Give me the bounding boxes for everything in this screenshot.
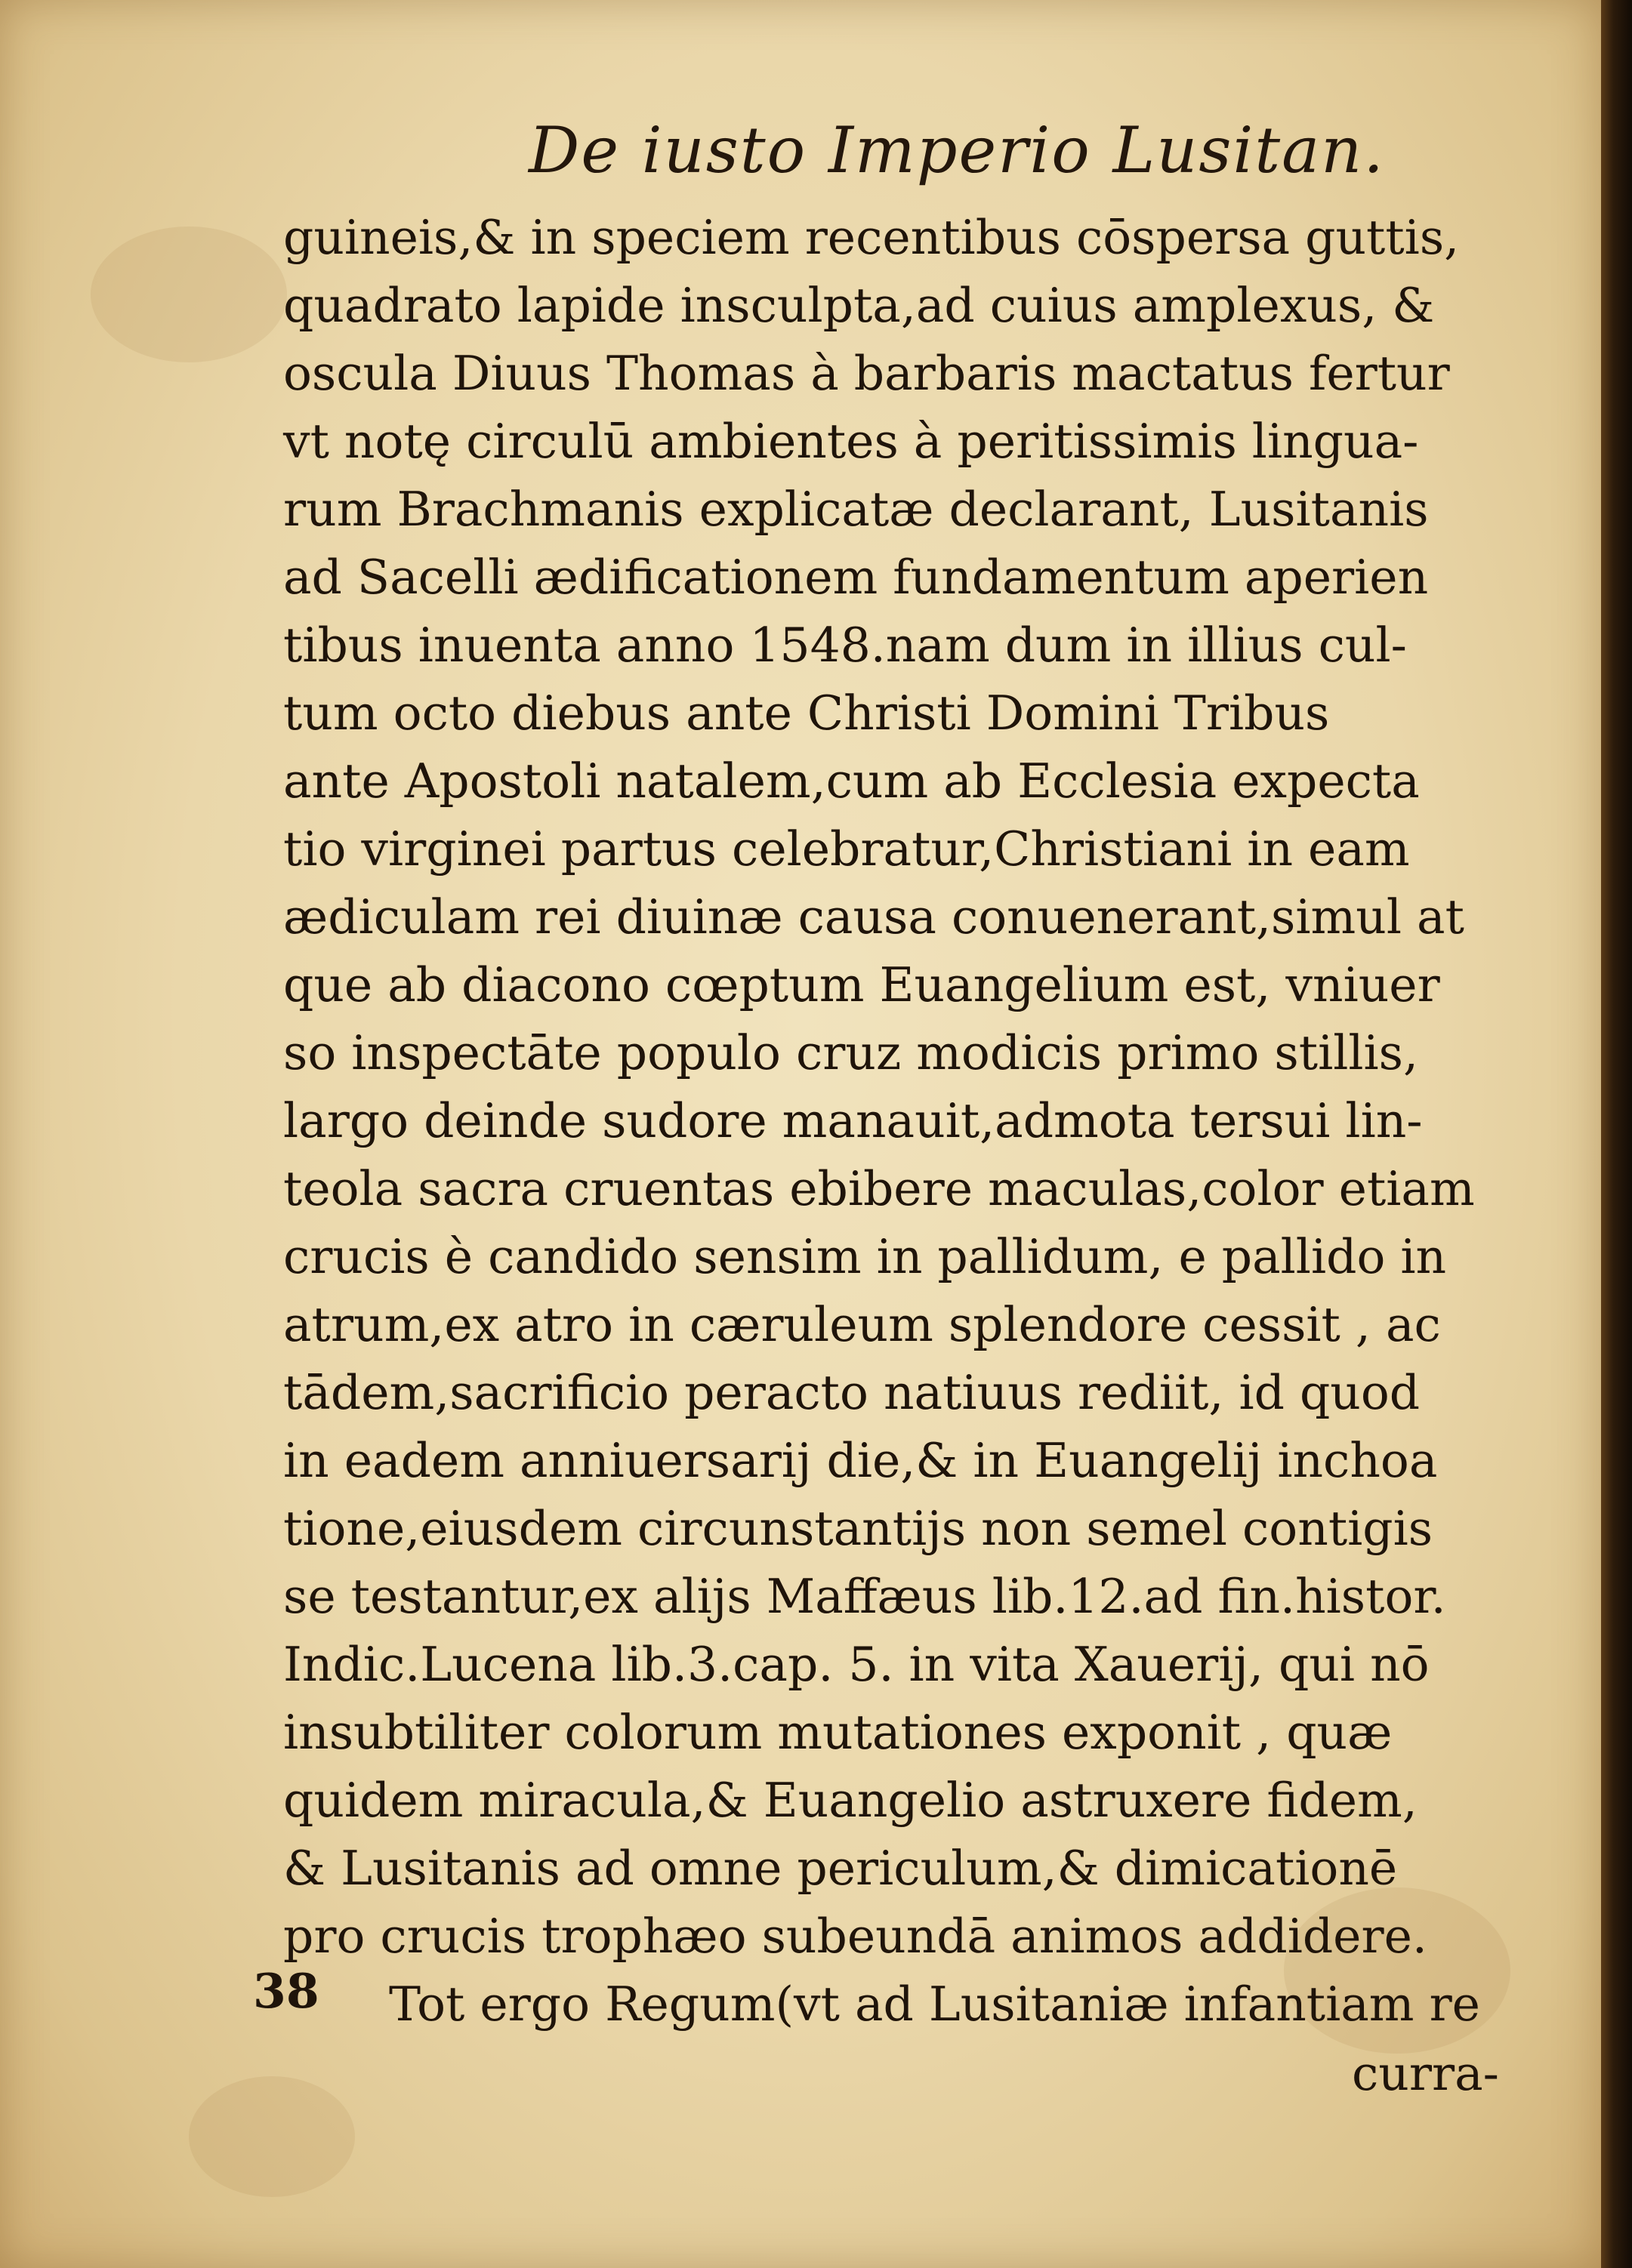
text-line: atrum,ex atro in cæruleum splendore cessit , ac	[283, 1297, 1441, 1352]
text-line: tio virginei partus celebratur,Christiani in eam	[283, 821, 1410, 877]
paper-stain	[189, 2076, 355, 2197]
book-edge	[1601, 0, 1632, 2268]
text-line: crucis è candido sensim in pallidum, e pallido in	[283, 1229, 1447, 1284]
text-line: tione,eiusdem circunstantijs non semel contigis	[283, 1501, 1433, 1556]
text-line: tādem,sacrificio peracto natiuus rediit, id quod	[283, 1365, 1421, 1420]
text-line: & Lusitanis ad omne periculum,& dimicationē	[283, 1841, 1398, 1896]
text-line: quadrato lapide insculpta,ad cuius amplexus, &	[283, 278, 1435, 333]
text-line: guineis,& in speciem recentibus cōspersa guttis,	[283, 210, 1460, 265]
text-line: oscula Diuus Thomas à barbaris mactatus fertur	[283, 346, 1450, 401]
text-line: Indic.Lucena lib.3.cap. 5. in vita Xauerij, qui nō	[283, 1637, 1430, 1692]
text-line: largo deinde sudore manauit,admota tersui lin-	[283, 1093, 1423, 1148]
text-line: pro crucis trophæo subeundā animos addidere.	[283, 1909, 1427, 1964]
text-line: que ab diacono cœptum Euangelium est, vniuer	[283, 957, 1440, 1012]
text-line: so inspectāte populo cruz modicis primo stillis,	[283, 1025, 1419, 1080]
text-line: ad Sacelli ædificationem fundamentum aperien	[283, 550, 1429, 605]
text-line: teola sacra cruentas ebibere maculas,color etiam	[283, 1161, 1475, 1216]
text-line: rum Brachmanis explicatæ declarant, Lusitanis	[283, 482, 1429, 537]
running-header: De iusto Imperio Lusitan.	[529, 113, 1385, 187]
text-line: insubtiliter colorum mutationes exponit , quæ	[283, 1705, 1393, 1760]
text-line: ante Apostoli natalem,cum ab Ecclesia expecta	[283, 753, 1420, 809]
text-line: se testantur,ex alijs Maffæus lib.12.ad fin.histor.	[283, 1569, 1446, 1624]
paper-stain	[91, 226, 287, 362]
text-line: in eadem anniuersarij die,& in Euangelij inchoa	[283, 1433, 1438, 1488]
text-line: ædiculam rei diuinæ causa conuenerant,simul at	[283, 889, 1464, 944]
text-line: quidem miracula,& Euangelio astruxere fidem,	[283, 1773, 1418, 1828]
text-line: tum octo diebus ante Christi Domini Tribus	[283, 686, 1330, 741]
text-line: tibus inuenta anno 1548.nam dum in illius cul-	[283, 618, 1407, 673]
body-text	[283, 204, 1522, 2038]
text-line: Tot ergo Regum(vt ad Lusitaniæ infantiam re	[389, 1977, 1480, 2032]
text-line: vt notę circulū ambientes à peritissimis lingua-	[283, 414, 1419, 469]
catchword: curra-	[1352, 2046, 1499, 2101]
margin-number: 38	[253, 1963, 319, 2019]
